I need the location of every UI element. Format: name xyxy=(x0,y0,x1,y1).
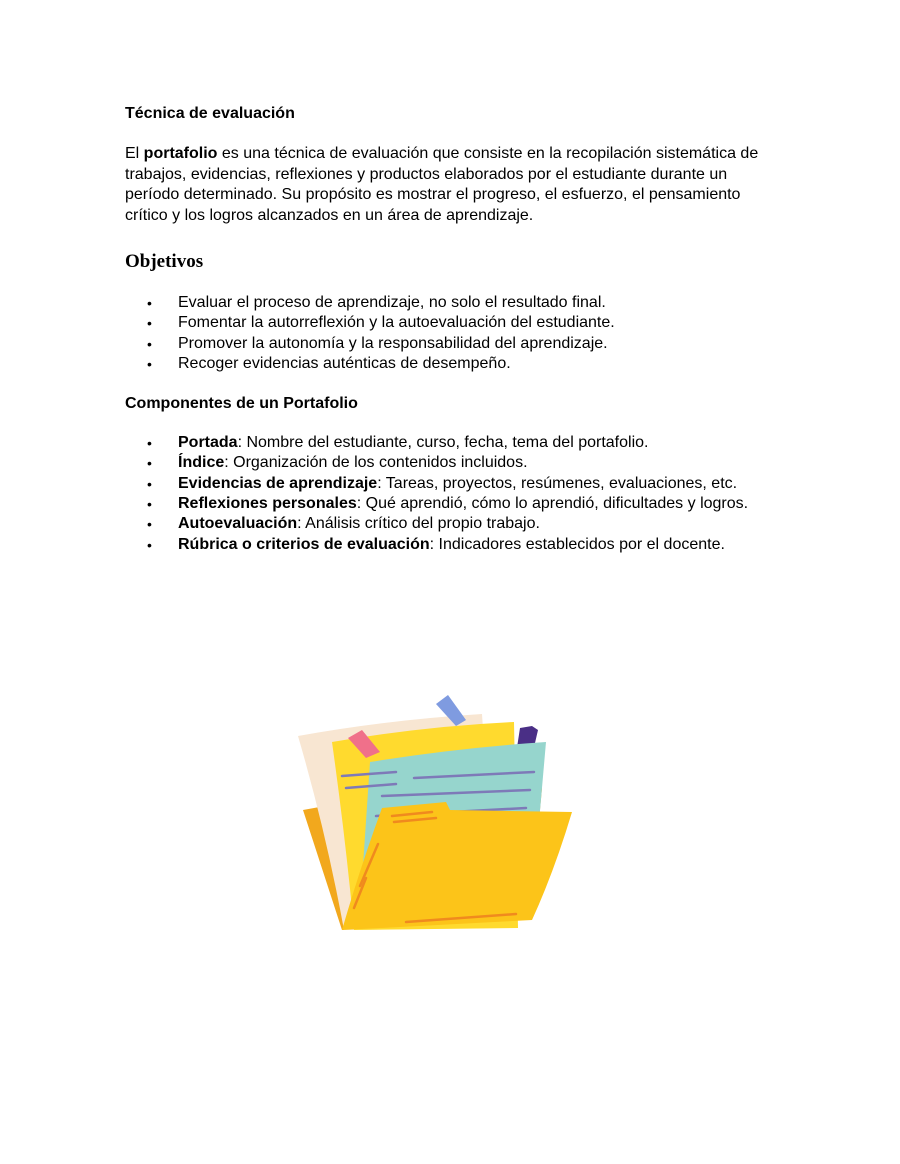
component-term: Rúbrica o criterios de evaluación xyxy=(178,535,430,553)
component-term: Portada xyxy=(178,434,238,452)
bullet-icon: • xyxy=(147,315,152,332)
bullet-icon: • xyxy=(147,536,152,553)
intro-rest: es una técnica de evaluación que consiste en la recopilación sistemática de trabajos, evidencias, reflexiones y productos elaborados por el estudiante durante un período determinado. Su propósito es mostrar el progreso, el esfuerzo, el pensamiento crítico y los logros alcanzados en un área de aprendizaje. xyxy=(125,145,759,224)
component-desc: : Organización de los contenidos incluidos. xyxy=(224,454,528,472)
intro-prefix: El xyxy=(125,145,144,162)
objetivos-list xyxy=(125,293,775,374)
list-item xyxy=(125,293,775,313)
list-item xyxy=(125,354,775,374)
list-item xyxy=(125,334,775,354)
component-desc: : Indicadores establecidos por el docente. xyxy=(429,535,725,553)
componentes-list xyxy=(125,433,775,555)
bullet-icon: • xyxy=(147,475,152,492)
bullet-icon: • xyxy=(147,295,152,311)
objetivo-text: Evaluar el proceso de aprendizaje, no solo el resultado final. xyxy=(178,294,606,311)
intro-paragraph xyxy=(125,144,765,226)
bullet-icon: • xyxy=(147,455,152,472)
list-item xyxy=(125,474,778,494)
component-term: Evidencias de aprendizaje xyxy=(178,474,378,492)
component-desc: : Qué aprendió, cómo lo aprendió, dificultades y logros. xyxy=(356,495,749,513)
component-term: Reflexiones personales xyxy=(178,495,357,513)
bullet-icon: • xyxy=(147,435,152,452)
objetivos-heading: Objetivos xyxy=(125,251,204,272)
list-item xyxy=(125,535,778,555)
componentes-heading: Componentes de un Portafolio xyxy=(125,395,358,413)
bullet-icon: • xyxy=(147,335,152,352)
objetivo-text: Recoger evidencias auténticas de desempeño. xyxy=(178,354,511,372)
objetivo-text: Fomentar la autorreflexión y la autoevaluación del estudiante. xyxy=(178,314,615,332)
bullet-icon: • xyxy=(147,516,152,533)
list-item xyxy=(125,514,778,534)
component-desc: : Análisis crítico del propio trabajo. xyxy=(297,515,540,533)
folder-with-documents-icon xyxy=(296,692,576,932)
component-desc: : Nombre del estudiante, curso, fecha, tema del portafolio. xyxy=(237,434,649,452)
heading-tecnica: Técnica de evaluación xyxy=(125,105,295,122)
component-desc: : Tareas, proyectos, resúmenes, evaluaciones, etc. xyxy=(377,474,738,492)
document-page xyxy=(125,104,775,555)
intro-bold-term: portafolio xyxy=(143,145,218,162)
list-item xyxy=(125,453,778,473)
list-item xyxy=(125,433,778,453)
component-term: Índice xyxy=(178,454,225,472)
component-term: Autoevaluación xyxy=(178,515,298,533)
bullet-icon: • xyxy=(147,496,152,513)
bullet-icon: • xyxy=(147,355,152,372)
list-item xyxy=(125,494,778,514)
objetivo-text: Promover la autonomía y la responsabilidad del aprendizaje. xyxy=(178,334,608,352)
list-item xyxy=(125,313,775,333)
